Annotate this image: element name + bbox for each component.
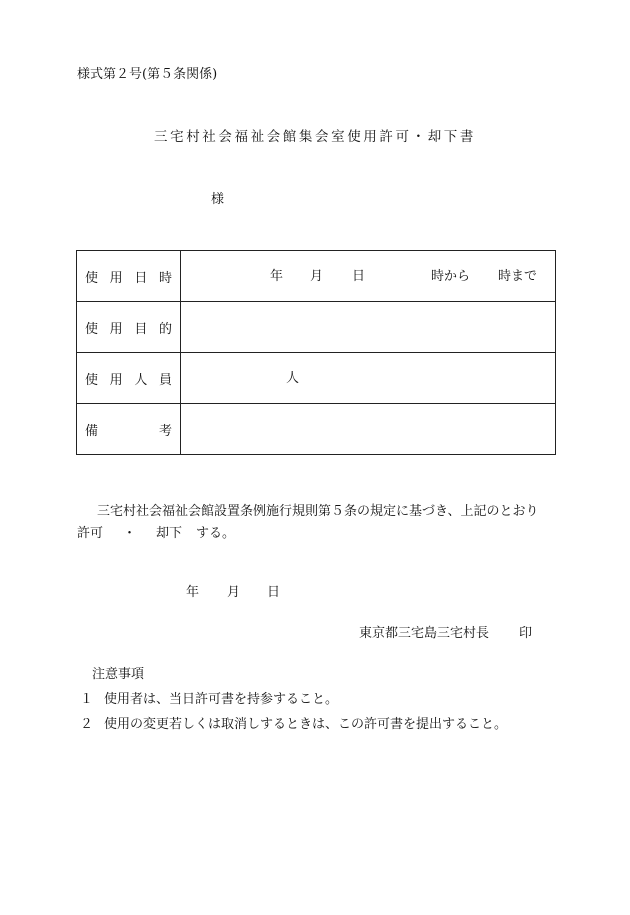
label-char: 使 — [85, 270, 99, 286]
note-text: 使用者は、当日許可書を持参すること。 — [104, 692, 339, 707]
datetime-from-unit: 時から — [431, 269, 471, 284]
issue-date-year-unit: 年 — [186, 585, 200, 600]
table-row-people — [77, 353, 556, 404]
datetime-month-unit: 月 — [310, 269, 324, 284]
datetime-year-unit: 年 — [270, 269, 284, 284]
usage-info-table — [76, 250, 556, 455]
label-usage-people — [77, 353, 181, 404]
note-number: ２ — [80, 717, 94, 732]
table-row-remarks — [77, 404, 556, 455]
value-usage-datetime[interactable] — [181, 251, 556, 302]
label-usage-datetime — [77, 251, 181, 302]
label-char: 用 — [109, 270, 123, 286]
label-remarks — [77, 404, 181, 455]
label-char: 使 — [85, 372, 99, 388]
addressee-suffix: 様 — [211, 192, 225, 207]
seal-mark: 印 — [519, 626, 533, 641]
datetime-to-unit: 時まで — [498, 269, 538, 284]
issuer-name: 東京都三宅島三宅村長 — [359, 626, 490, 641]
label-char: 的 — [158, 321, 172, 337]
table-row-datetime — [77, 251, 556, 302]
value-usage-people[interactable] — [181, 353, 556, 404]
notes-title: 注意事項 — [92, 667, 145, 682]
label-char: 人 — [134, 372, 148, 388]
value-usage-purpose[interactable] — [181, 302, 556, 353]
form-number: 様式第２号(第５条関係) — [77, 67, 218, 82]
reject-option: 却下 — [156, 526, 183, 541]
note-text: 使用の変更若しくは取消しするときは、この許可書を提出すること。 — [104, 717, 508, 732]
label-char: 用 — [109, 372, 123, 388]
label-char: 日 — [134, 270, 148, 286]
option-separator: ・ — [123, 526, 137, 541]
issue-date-month-unit: 月 — [227, 585, 241, 600]
body-text-line2 — [77, 527, 235, 540]
body-text-line1: 三宅村社会福祉会館設置条例施行規則第５条の規定に基づき、上記のとおり — [97, 504, 539, 519]
label-char: 用 — [109, 321, 123, 337]
note-number: １ — [80, 692, 94, 707]
label-usage-purpose — [77, 302, 181, 353]
label-char: 時 — [158, 270, 172, 286]
body-suffix: する。 — [196, 526, 236, 541]
label-char: 目 — [134, 321, 148, 337]
datetime-day-unit: 日 — [352, 269, 366, 284]
permit-option: 許可 — [77, 526, 104, 541]
label-char: 員 — [158, 372, 172, 388]
table-row-purpose — [77, 302, 556, 353]
issue-date-day-unit: 日 — [267, 585, 281, 600]
label-char: 使 — [85, 321, 99, 337]
document-title: 三宅村社会福祉会館集会室使用許可・却下書 — [154, 129, 476, 145]
value-remarks[interactable] — [181, 404, 556, 455]
label-char: 考 — [158, 423, 172, 439]
label-char: 備 — [85, 423, 99, 439]
people-unit: 人 — [286, 371, 300, 386]
